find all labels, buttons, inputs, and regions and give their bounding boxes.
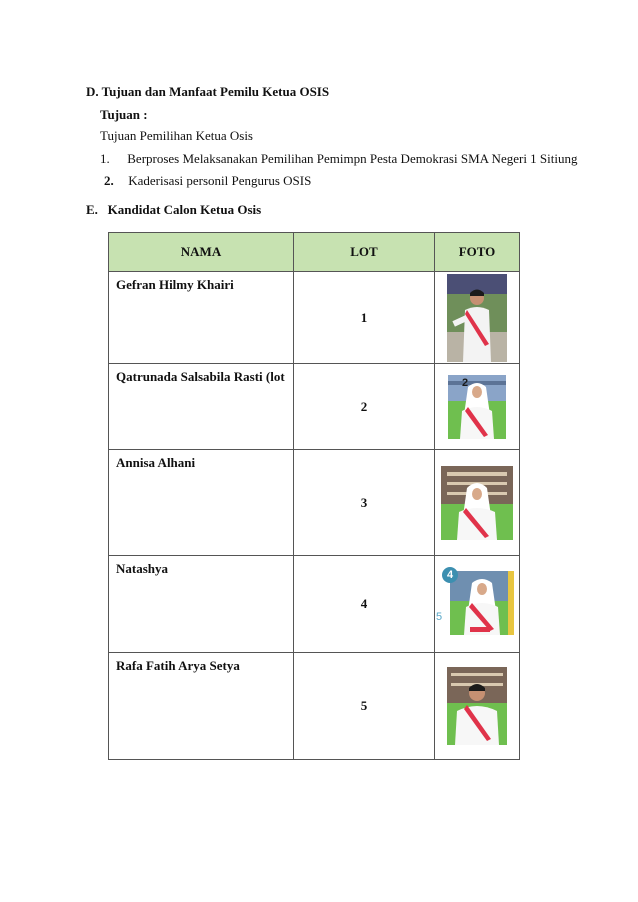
candidate-photo-cell — [435, 364, 520, 450]
goal-item-1-number: 1. — [100, 151, 110, 166]
table-row — [109, 364, 520, 450]
table-row — [109, 272, 520, 364]
candidate-name: Natashya — [109, 556, 294, 653]
header-foto: FOTO — [435, 233, 520, 272]
section-e-heading: E. Kandidat Calon Ketua Osis — [86, 202, 262, 217]
candidate-lot: 1 — [294, 272, 435, 364]
table-row — [109, 653, 520, 760]
table-row — [109, 556, 520, 653]
candidate-lot: 4 — [294, 556, 435, 653]
side-number: 5 — [436, 611, 443, 623]
candidate-name: Gefran Hilmy Khairi — [109, 272, 294, 364]
candidate-photo-cell — [435, 450, 520, 556]
goal-item-1 — [100, 151, 578, 167]
candidate-photo — [448, 375, 506, 439]
candidate-photo — [447, 667, 507, 745]
candidate-name: Qatrunada Salsabila Rasti (lot — [109, 364, 294, 450]
candidate-lot: 5 — [294, 653, 435, 760]
candidate-name: Annisa Alhani — [109, 450, 294, 556]
header-nama: NAMA — [109, 233, 294, 272]
table-header-row — [109, 233, 520, 272]
candidate-name: Rafa Fatih Arya Setya — [109, 653, 294, 760]
candidate-lot: 2 — [294, 364, 435, 450]
goal-subheading: Tujuan : — [100, 107, 148, 122]
lot-badge: 4 — [442, 567, 458, 583]
candidate-photo-cell — [435, 556, 520, 653]
goal-item-2-number: 2. — [104, 173, 114, 188]
goal-item-2 — [104, 173, 311, 189]
goal-item-2-text: Kaderisasi personil Pengurus OSIS — [128, 173, 312, 188]
goal-item-1-text: Berproses Melaksanakan Pemilihan Pemimpn Pesta Demokrasi SMA Negeri 1 Sitiung — [127, 151, 578, 166]
section-d-heading: D. Tujuan dan Manfaat Pemilu Ketua OSIS — [86, 84, 330, 99]
table-row — [109, 450, 520, 556]
candidate-lot: 3 — [294, 450, 435, 556]
candidate-table — [108, 232, 520, 760]
header-lot: LOT — [294, 233, 435, 272]
candidate-photo-cell — [435, 653, 520, 760]
candidate-photo-cell — [435, 272, 520, 364]
candidate-photo — [450, 571, 514, 635]
candidate-photo — [447, 274, 507, 362]
goal-intro: Tujuan Pemilihan Ketua Osis — [100, 128, 253, 143]
candidate-photo — [441, 466, 513, 540]
lot-badge: 2 — [462, 376, 469, 389]
